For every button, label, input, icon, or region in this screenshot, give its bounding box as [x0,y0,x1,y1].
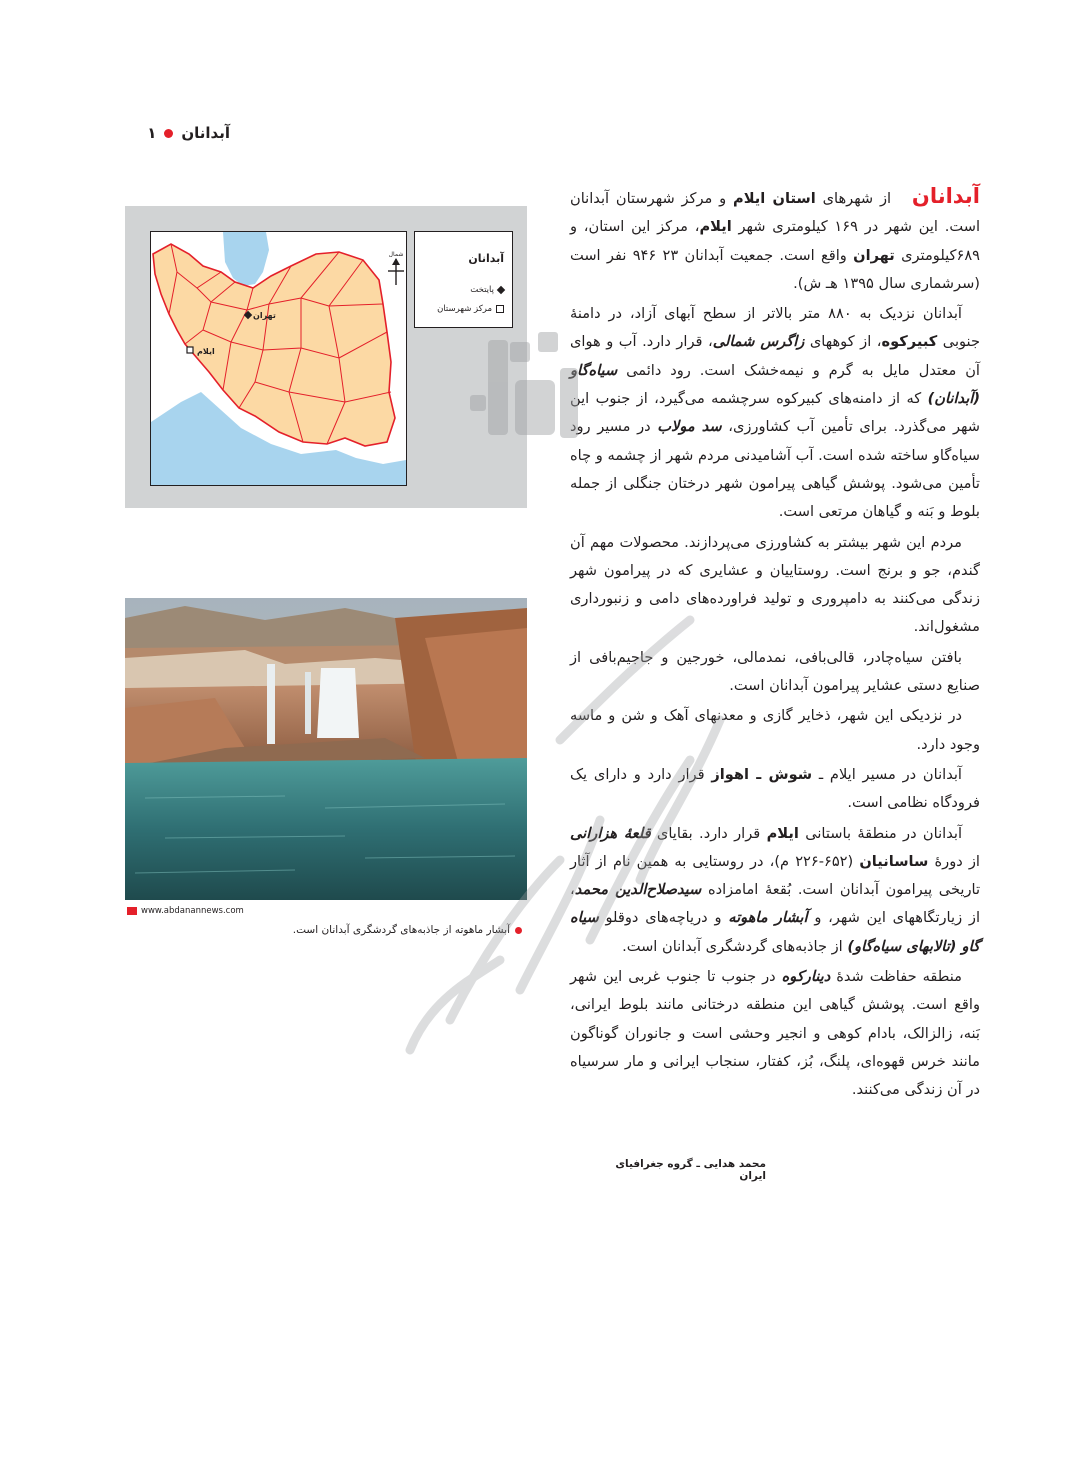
legend-county-icon [496,305,504,313]
text-run: (۶۵۲-۲۲۶ م)، در روستایی به همین نام از آثار تاریخی پیرامون آبدانان است. بُقعهٔ امامزاده [570,852,981,899]
tehran-label: تهران [253,311,276,320]
bold-term: کبیرکوه [881,333,938,351]
bold-italic-term: آبشار ماهوته [728,909,808,927]
header-dot [164,129,173,138]
text-run: که از دامنه‌های کبیرکوه سرچشمه می‌گیرد، از جنوب این شهر می‌گذرد. برای تأمین آب کشاورزی، [570,390,980,436]
caption-dot [515,927,522,934]
waterfall-photo-graphic [125,598,527,900]
legend-capital [470,285,504,295]
paragraph-6 [570,761,980,818]
iran-map-graphic [151,232,406,485]
text-run: در مسیر رود سیاه‌گاو ساخته شده است. آب آشامیدنی مردم شهر از چشمه و چاه تأمین می‌شود. پوشش گیاهی پیرامون شهر درختان جنگلی از جمله بلوط و بَنه و گیاهان مرتعی است. [570,418,980,521]
text-run: منطقه حفاظت شدهٔ [830,968,962,986]
legend-county [437,304,504,314]
text-run: آبدانان در منطقهٔ باستانی [798,824,962,842]
paragraph-2 [570,300,980,526]
waterfall-photo [125,598,527,900]
text-run: آبدانان نزدیک به ۸۸۰ متر بالاتر از سطح آبهای آزاد، در دامنهٔ جنوبی [570,305,980,351]
page-number: ۱ [147,124,157,142]
text-run: قرار دارد. بقایای [650,824,767,842]
legend-title: آبدانان [468,252,504,265]
compass-label: شمال [388,251,404,258]
text-run: از جاذبه‌های گردشگری آبدانان است. [622,937,848,955]
paragraph-4: بافتن سیاه‌چادر، قالی‌بافی، نمدمالی، خورجین و جاجیم‌بافی از صنایع دستی عشایر پیرامون آبدانان است. [570,648,980,695]
bold-italic-term: قلعهٔ هزارانی [570,824,651,842]
north-arrow-icon [383,249,407,289]
bold-italic-term: زاگرس شمالی [712,333,805,351]
map-figure [125,206,527,508]
paragraph-8 [570,963,980,1104]
abdanan-label: ایلام [197,347,215,356]
text-run: از شهرهای [815,190,898,207]
text-run: ، از زیارتگاههای این شهر، و [570,881,980,927]
running-header [120,118,230,148]
paragraph-3: مردم این شهر بیشتر به کشاورزی می‌پردازند. محصولات مهم آن گندم، جو و برنج است. روستاییان و عشایری که در پیرامون شهر زندگی می‌کنند به دامپروری و تولید فراورده‌های دامی و زنبورداری مشغول‌اند. [570,533,980,636]
bold-term: تهران [853,246,895,264]
article-body [570,182,980,1107]
author-signature: محمد هدایی ـ گروه جغرافیای ایران [615,1158,766,1182]
photo-credit-text: www.abdanannews.com [141,906,244,916]
text-run: و مرکز شهرستان آبدانان است. این شهر در ۱۶۹ کیلومتری شهر [570,190,981,236]
iran-map [150,231,407,486]
text-run: ، قرار دارد. آب و هوای آن معتدل مایل به گرم و نیمه‌خشک است. رود دائمی [570,333,980,379]
legend-capital-icon [497,286,505,294]
paragraph-1 [570,182,980,298]
bold-italic-term: سیاه‌گاو (آبدانان) [570,361,980,408]
text-run: از دورهٔ [928,852,980,870]
text-run: آبدانان در مسیر ایلام ـ [812,765,962,783]
legend-county-label: مرکز شهرستان [437,304,492,314]
photo-credit [127,906,244,916]
text-run: ، مرکز این استان، و ۶۸۹کیلومتری [570,218,981,264]
bold-term: ایلام [699,218,732,236]
caption-text: آبشار ماهوته از جاذبه‌های گردشگری آبدانان است. [292,924,510,936]
bold-term: ساسانیان [859,852,929,870]
photo-caption [290,924,522,936]
bold-italic-term: سد مولاب [657,418,722,436]
text-run: قرار دارد و دارای یک فرودگاه نظامی است. [570,765,980,812]
bold-italic-term: سیاه گاو (تالابهای سیاه‌گاو) [570,909,980,955]
paragraph-7 [570,820,980,961]
text-run: ، از کوههای [804,333,882,351]
bold-term: استان ایلام [733,190,816,207]
bold-term: شوش ـ اهواز [711,765,813,783]
bold-italic-term: سیدصلاح‌الدین محمد [574,881,702,899]
abdanan-marker [187,347,193,353]
text-run: در جنوب تا جنوب غربی این شهر واقع است. پوشش گیاهی این منطقه درختانی مانند بلوط ایرانی، بَنه، زالزالک، بادام کوهی و انجیر وحشی است و جانوران گوناگون مانند خرس قهوه‌ای، پلنگ، بُز، کفتار، سنجاب ایرانی و مار سرسیاه در آن زندگی می‌کنند. [570,968,980,1099]
legend-capital-label: پایتخت [470,285,494,295]
bold-italic-term: دینارکوه [781,968,831,986]
bold-term: ایلام [766,824,799,842]
paragraph-5: در نزدیکی این شهر، ذخایر گازی و معدنهای آهک و شن و ماسه وجود دارد. [570,707,980,753]
header-title: آبدانان [181,124,230,142]
map-legend [414,231,513,328]
headword: آبدانان [911,184,980,208]
text-run: واقع است. جمعیت آبدانان ۲۳ ۹۴۶ نفر است (سرشماری سال ۱۳۹۵ هـ ش). [570,246,980,292]
text-run: و دریاچه‌های دوقلو [598,909,729,927]
credit-icon [127,907,137,915]
